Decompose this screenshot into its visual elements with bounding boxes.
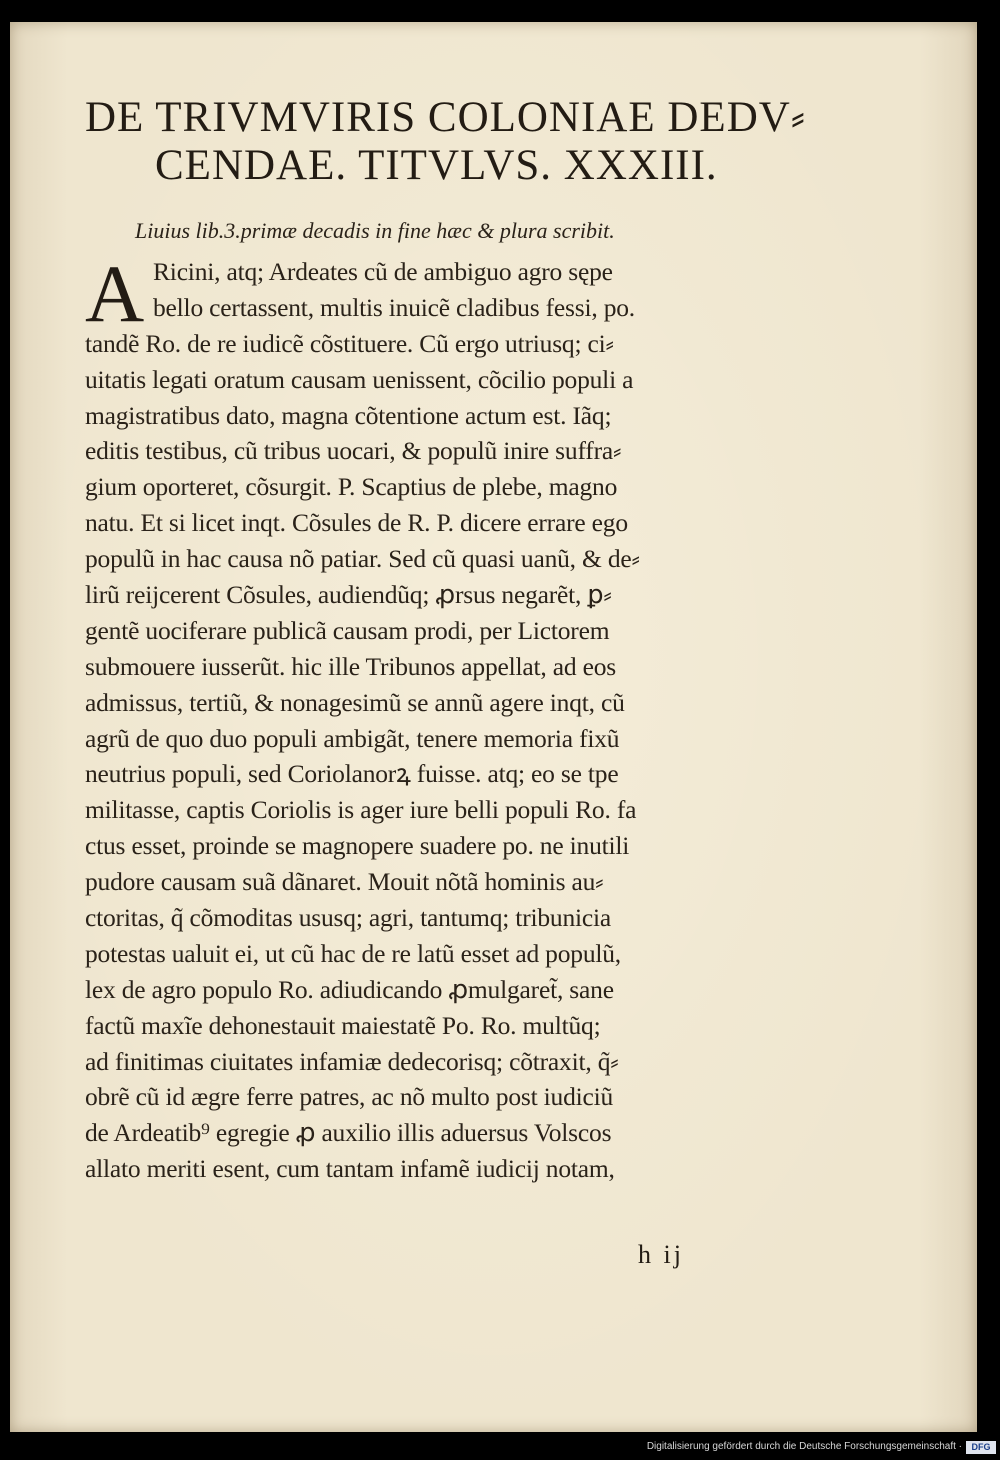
heading-line-1: DE TRIVMVIRIS COLONIAE DEDV⸗ <box>85 94 807 141</box>
heading-line-2: CENDAE. TITVLVS. XXXIII. <box>155 142 718 189</box>
text-line: admissus, tertiũ, & nonagesimũ se annũ agere inqt, cũ <box>85 687 625 717</box>
text-line: ctus esset, proinde se magnopere suadere po. ne inutili <box>85 831 630 861</box>
dfg-logo: DFG <box>966 1441 996 1454</box>
text-line: gentẽ uociferare publicã causam prodi, per Lictorem <box>85 615 610 645</box>
text-line: factũ maxĩe dehonestauit maiestatẽ Po. Ro. multũq; <box>85 1010 601 1040</box>
text-line: potestas ualuit ei, ut cũ hac de re latũ esset ad populũ, <box>85 938 621 968</box>
text-line: magistratibus dato, magna cõtentione actum est. Iãq; <box>85 400 612 430</box>
source-note: Liuius lib.3.primæ decadis in fine hæc & plura scribit. <box>135 218 615 243</box>
text-line: neutrius populi, sed Coriolanorꝝ fuisse. atq; eo se tpe <box>85 759 619 789</box>
text-line: de Ardeatib⁹ egregie ꝓ auxilio illis aduersus Volscos <box>85 1118 612 1148</box>
text-line: populũ in hac causa nõ patiar. Sed cũ quasi uanũ, & de⸗ <box>85 544 640 574</box>
text-line: lex de agro populo Ro. adiudicando ꝓmulgaret̃, sane <box>85 974 614 1004</box>
text-line: uitatis legati oratum causam uenissent, cõcilio populi a <box>85 364 634 394</box>
book-page <box>10 22 977 1432</box>
text-line: ad finitimas ciuitates infamiæ dedecorisq; cõtraxit, q̃⸗ <box>85 1046 619 1076</box>
signature-mark: h ij <box>638 1240 684 1269</box>
text-line: militasse, captis Coriolis is ager iure belli populi Ro. fa <box>85 795 637 825</box>
text-line: allato meriti esent, cum tantam infamẽ iudicij notam, <box>85 1154 615 1184</box>
drop-cap: A <box>85 248 145 339</box>
text-line: lirũ reijcerent Cõsules, audiendũq; ꝓrsus negarẽt, ꝑ⸗ <box>85 580 612 610</box>
text-line: ctoritas, q̃ cõmoditas ususq; agri, tantumq; tribunicia <box>85 903 612 933</box>
text-line: pudore causam suã dãnaret. Mouit nõtã hominis au⸗ <box>85 867 604 897</box>
text-line: natu. Et si licet inqt. Cõsules de R. P. dicere errare ego <box>85 508 628 538</box>
text-line: bello certassent, multis inuicẽ cladibus fessi, po. <box>153 292 635 322</box>
text-line: agrũ de quo duo populi ambigãt, tenere memoria fixũ <box>85 723 620 753</box>
body-text <box>85 248 785 1187</box>
text-line: editis testibus, cũ tribus uocari, & populũ inire suffra⸗ <box>85 436 622 466</box>
text-line: gium oporteret, cõsurgit. P. Scaptius de plebe, magno <box>85 472 618 502</box>
text-line: tandẽ Ro. de re iudicẽ cõstituere. Cũ ergo utriusq; ci⸗ <box>85 328 614 358</box>
chapter-heading <box>85 94 807 190</box>
digitization-credit: Digitalisierung gefördert durch die Deutsche Forschungsgemeinschaft · <box>646 1441 962 1452</box>
text-line: Ricini, atq; Ardeates cũ de ambiguo agro sępe <box>153 257 613 286</box>
text-line: obrẽ cũ id ægre ferre patres, ac nõ multo post iudiciũ <box>85 1082 614 1112</box>
text-line: submouere iusserũt. hic ille Tribunos appellat, ad eos <box>85 651 617 681</box>
